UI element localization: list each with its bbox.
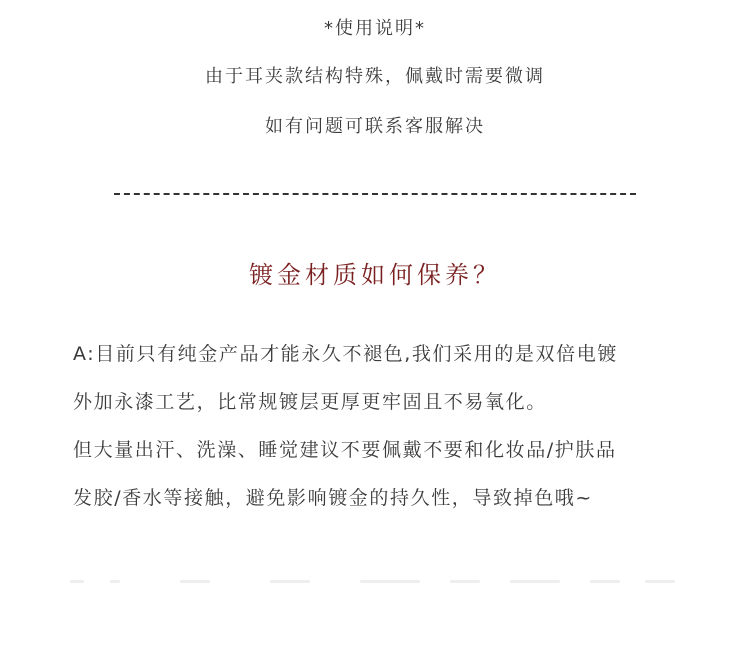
faint-mark: [450, 580, 480, 583]
faint-mark: [360, 580, 420, 583]
section-title: 镀金材质如何保养？: [249, 261, 501, 289]
care-text-line-1: A:目前只有纯金产品才能永久不褪色,我们采用的是双倍电镀: [73, 343, 618, 365]
faint-mark: [180, 580, 210, 583]
care-text-line-4: 发胶/香水等接触，避免影响镀金的持久性，导致掉色哦~: [73, 487, 593, 509]
usage-note-line-1: 由于耳夹款结构特殊，佩戴时需要微调: [205, 66, 545, 87]
care-text-line-2: 外加永漆工艺，比常规镀层更厚更牢固且不易氧化。: [73, 391, 547, 413]
faint-mark: [70, 580, 84, 583]
faint-mark: [110, 580, 120, 583]
faint-mark: [510, 580, 560, 583]
usage-note-line-2: 如有问题可联系客服解决: [265, 116, 485, 137]
faint-mark: [645, 580, 675, 583]
dashed-divider: [114, 193, 636, 195]
faint-mark: [270, 580, 310, 583]
care-text-line-3: 但大量出汗、洗澡、睡觉建议不要佩戴不要和化妆品/护肤品: [73, 439, 617, 461]
faint-mark: [590, 580, 620, 583]
usage-title: *使用说明*: [324, 18, 426, 39]
faint-decoration-row: [70, 576, 680, 588]
